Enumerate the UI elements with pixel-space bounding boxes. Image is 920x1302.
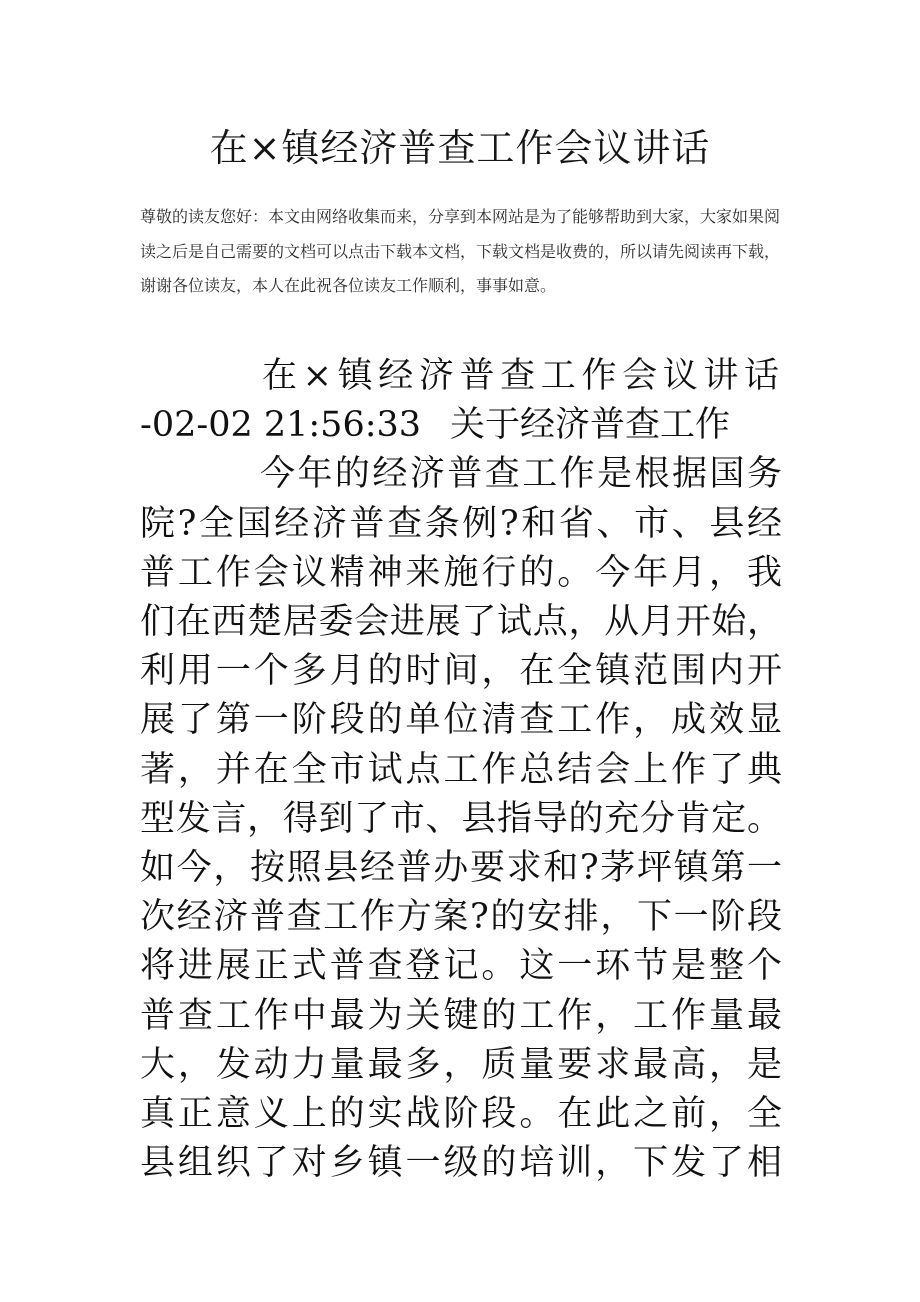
body-timestamp: -02-02 21:56:33 — [140, 405, 422, 446]
body-line: 真正意义上的实战阶段。在此之前，全 — [140, 1094, 782, 1135]
body-line: 大，发动力量最多，质量要求最高，是 — [140, 1044, 782, 1085]
document-title: 在×镇经济普查工作会议讲话 — [209, 126, 711, 170]
body-line: 普查工作中最为关键的工作，工作量最 — [140, 995, 782, 1036]
body-line: 县组织了对乡镇一级的培训，下发了相 — [140, 1143, 782, 1184]
body-line: 利用一个多月的时间，在全镇范围内开 — [140, 651, 782, 692]
body-line: 普工作会议精神来施行的。今年月，我 — [140, 552, 782, 593]
body-line: 将进展正式普查登记。这一环节是整个 — [140, 946, 782, 987]
body-line: 次经济普查工作方案?的安排，下一阶段 — [140, 897, 782, 938]
body-line: 今年的经济普查工作是根据国务 — [260, 454, 782, 495]
body-heading: 在×镇经济普查工作会议讲话 — [262, 356, 782, 396]
body-timestamp-line — [140, 401, 782, 450]
body-subject: 关于经济普查工作 — [450, 405, 731, 446]
body-line: 型发言，得到了市、县指导的充分肯定。 — [140, 798, 782, 839]
body-line: 们在西楚居委会进展了试点，从月开始， — [140, 602, 782, 643]
reader-notice: 尊敬的读友您好：本文由网络收集而来，分享到本网站是为了能够帮助到大家，大家如果阅读之后是自己需要的文档可以点击下载本文档，下载文档是收费的，所以请先阅读再下载，谢谢各位读友，本人在此祝各位读友工作顺利，事事如意。 — [140, 207, 781, 295]
body-line: 著，并在全市试点工作总结会上作了典 — [140, 749, 782, 790]
document-body — [140, 352, 782, 1188]
body-line: 展了第一阶段的单位清查工作，成效显 — [140, 700, 782, 741]
body-line: 院?全国经济普查条例?和省、市、县经 — [140, 503, 782, 544]
body-line: 如今，按照县经普办要求和?茅坪镇第一 — [140, 848, 782, 889]
